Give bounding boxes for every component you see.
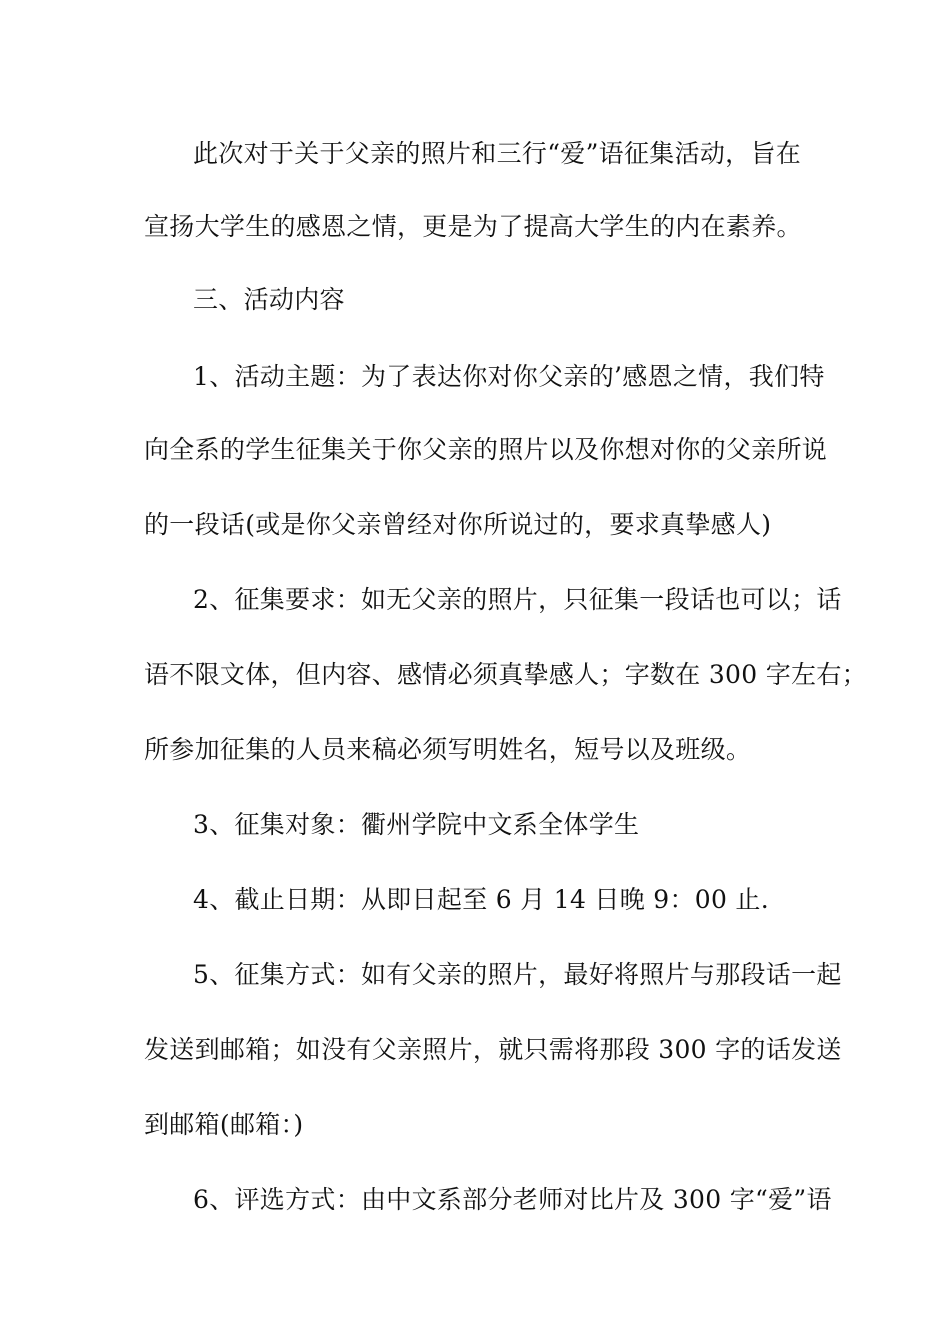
paragraph-purpose-line-2: 宣扬大学生的感恩之情，更是为了提高大学生的内在素养。 xyxy=(144,212,802,241)
item-1-theme-line-2: 向全系的学生征集关于你父亲的照片以及你想对你的父亲所说 xyxy=(144,435,828,464)
item-2-requirements-line-3: 所参加征集的人员来稿必须写明姓名，短号以及班级。 xyxy=(144,735,752,764)
item-1-theme-line-1: 1、活动主题：为了表达你对你父亲的’感恩之情，我们特 xyxy=(193,362,825,391)
item-1-theme-line-3: 的一段话(或是你父亲曾经对你所说过的，要求真挚感人) xyxy=(144,510,772,539)
item-5-method-line-3: 到邮箱(邮箱：) xyxy=(144,1110,304,1139)
item-4-deadline: 4、截止日期：从即日起至 6 月 14 日晚 9：00 止. xyxy=(193,885,769,914)
item-5-method-line-1: 5、征集方式：如有父亲的照片，最好将照片与那段话一起 xyxy=(193,960,842,989)
item-3-target: 3、征集对象：衢州学院中文系全体学生 xyxy=(193,810,640,839)
item-2-requirements-line-1: 2、征集要求：如无父亲的照片，只征集一段话也可以；话 xyxy=(193,585,842,614)
item-2-requirements-line-2: 语不限文体，但内容、感情必须真挚感人；字数在 300 字左右； xyxy=(144,660,867,689)
item-6-selection-line-1: 6、评选方式：由中文系部分老师对比片及 300 字“爱”语 xyxy=(193,1185,832,1214)
section-heading-activity-content: 三、活动内容 xyxy=(193,285,345,314)
paragraph-purpose-line-1: 此次对于关于父亲的照片和三行“爱”语征集活动，旨在 xyxy=(193,139,802,168)
item-5-method-line-2: 发送到邮箱；如没有父亲照片，就只需将那段 300 字的话发送 xyxy=(144,1035,842,1064)
